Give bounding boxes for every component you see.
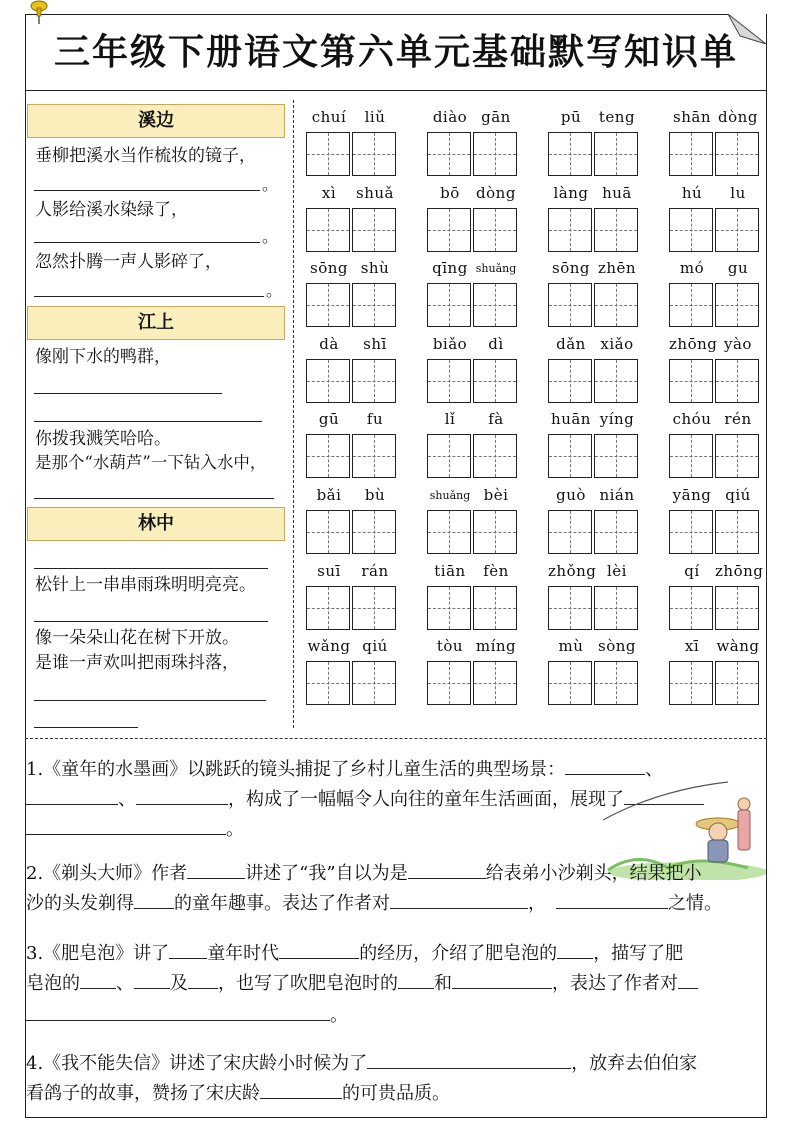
pinyin-label bbox=[669, 184, 761, 206]
pinyin-syllable: yào bbox=[724, 335, 752, 353]
tianzige-box[interactable] bbox=[473, 359, 517, 403]
question-text: ，描写了肥 bbox=[593, 943, 684, 964]
pinyin-label bbox=[669, 259, 761, 281]
question-text: 和 bbox=[434, 973, 452, 994]
pinyin-label bbox=[548, 637, 640, 659]
pinyin-syllable: rén bbox=[724, 410, 752, 428]
pinyin-syllable: fu bbox=[366, 410, 384, 428]
tianzige-box[interactable] bbox=[427, 283, 471, 327]
question-text: 的经历，介绍了肥皂泡的 bbox=[359, 943, 558, 964]
answer-blank[interactable] bbox=[556, 890, 668, 909]
pinyin-syllable: yíng bbox=[599, 410, 635, 428]
question-text: 给表弟小沙剃头，结果把小 bbox=[485, 863, 702, 884]
question-text: 。 bbox=[330, 1005, 348, 1026]
poem-line: 垂柳把溪水当作梳妆的镜子， bbox=[35, 146, 256, 166]
pinyin-label bbox=[548, 184, 640, 206]
column-divider bbox=[293, 100, 294, 728]
answer-blank[interactable] bbox=[26, 1002, 330, 1021]
title-rule bbox=[25, 90, 767, 91]
tianzige-box[interactable] bbox=[473, 283, 517, 327]
pinyin-syllable: bù bbox=[364, 486, 386, 504]
pinyin-syllable: chóu bbox=[672, 410, 712, 428]
answer-blank[interactable] bbox=[34, 393, 222, 394]
pinyin-label bbox=[306, 410, 398, 432]
pinyin-syllable: suī bbox=[317, 562, 341, 580]
section-header-xibian: 溪边 bbox=[27, 104, 285, 138]
pinyin-syllable: tòu bbox=[436, 637, 464, 655]
tianzige-box[interactable] bbox=[473, 434, 517, 478]
pinyin-syllable: wàng bbox=[716, 637, 760, 655]
answer-blank[interactable] bbox=[134, 970, 170, 989]
pinyin-syllable: qīng bbox=[432, 259, 468, 277]
pinyin-label bbox=[669, 335, 761, 357]
pinyin-label bbox=[427, 410, 519, 432]
tianzige-box[interactable] bbox=[669, 661, 713, 705]
tianzige-box[interactable] bbox=[594, 208, 638, 252]
tianzige-box[interactable] bbox=[594, 661, 638, 705]
pinyin-syllable: mó bbox=[679, 259, 705, 277]
question-text: 、 bbox=[116, 973, 134, 994]
tianzige-box[interactable] bbox=[352, 132, 396, 176]
poem-line: 像刚下水的鸭群， bbox=[35, 347, 171, 367]
pinyin-syllable: teng bbox=[598, 108, 636, 126]
tianzige-box[interactable] bbox=[352, 661, 396, 705]
tianzige-box[interactable] bbox=[352, 283, 396, 327]
answer-blank[interactable] bbox=[279, 940, 359, 959]
pinyin-syllable: yāng bbox=[672, 486, 712, 504]
pinyin-syllable: sōng bbox=[310, 259, 348, 277]
pinyin-syllable: lǐ bbox=[444, 410, 456, 428]
pinyin-syllable: guò bbox=[556, 486, 586, 504]
question-3-line-2 bbox=[26, 970, 698, 996]
pinyin-syllable: tiān bbox=[434, 562, 466, 580]
tianzige-box[interactable] bbox=[715, 208, 759, 252]
tianzige-box[interactable] bbox=[548, 208, 592, 252]
tianzige-box[interactable] bbox=[715, 434, 759, 478]
tianzige-box[interactable] bbox=[669, 586, 713, 630]
tianzige-box[interactable] bbox=[306, 359, 350, 403]
pinyin-syllable: pū bbox=[560, 108, 582, 126]
pinyin-syllable: qiú bbox=[362, 637, 388, 655]
question-text: ，放弃去伯伯家 bbox=[571, 1053, 698, 1074]
page-title: 三年级下册语文第六单元基础默写知识单 bbox=[53, 32, 738, 73]
pinyin-label bbox=[427, 486, 519, 508]
question-text: 及 bbox=[170, 973, 188, 994]
pinyin-label bbox=[669, 486, 761, 508]
pinyin-syllable: lèi bbox=[607, 562, 627, 580]
pinyin-syllable: shī bbox=[363, 335, 387, 353]
pinyin-label bbox=[427, 108, 519, 130]
tianzige-box[interactable] bbox=[715, 661, 759, 705]
pinyin-syllable: fèn bbox=[483, 562, 509, 580]
question-4-line-2 bbox=[26, 1080, 450, 1106]
pinyin-syllable: zhōng bbox=[669, 335, 718, 353]
tianzige-box[interactable] bbox=[473, 510, 517, 554]
pinyin-syllable: qí bbox=[684, 562, 700, 580]
pinyin-label bbox=[548, 562, 640, 584]
tianzige-box[interactable] bbox=[594, 510, 638, 554]
poem-line: 人影给溪水染绿了， bbox=[35, 200, 188, 220]
pinyin-syllable: diào bbox=[432, 108, 468, 126]
tianzige-box[interactable] bbox=[548, 359, 592, 403]
tianzige-box[interactable] bbox=[594, 434, 638, 478]
poem-line: 松针上一串串雨珠明明亮亮。 bbox=[35, 575, 256, 595]
tianzige-box[interactable] bbox=[306, 132, 350, 176]
pinyin-syllable: biǎo bbox=[432, 335, 468, 353]
poem-line: 你拨我溅笑哈哈。 bbox=[35, 429, 171, 449]
tianzige-box[interactable] bbox=[669, 434, 713, 478]
question-2-line-2 bbox=[26, 890, 722, 916]
question-text: 的童年趣事。表达了作者对 bbox=[174, 893, 390, 914]
tianzige-box[interactable] bbox=[306, 510, 350, 554]
tianzige-box[interactable] bbox=[548, 510, 592, 554]
question-text: ， bbox=[528, 893, 546, 914]
question-text: 2.《剃头大师》作者 bbox=[26, 863, 188, 884]
pinyin-syllable: sōng bbox=[552, 259, 590, 277]
section-header-jiangshang: 江上 bbox=[27, 306, 285, 340]
tianzige-box[interactable] bbox=[352, 434, 396, 478]
tianzige-box[interactable] bbox=[669, 132, 713, 176]
answer-blank[interactable] bbox=[34, 621, 268, 622]
tianzige-box[interactable] bbox=[473, 586, 517, 630]
answer-blank[interactable] bbox=[34, 568, 268, 569]
question-text: 。 bbox=[226, 819, 244, 840]
answer-blank[interactable] bbox=[557, 940, 593, 959]
pinyin-syllable: chuí bbox=[311, 108, 347, 126]
pinyin-syllable: hú bbox=[681, 184, 703, 202]
question-text: 讲述了“我”自以为是 bbox=[245, 863, 408, 884]
pinyin-syllable: shuǎng bbox=[429, 489, 471, 502]
answer-blank[interactable] bbox=[169, 940, 207, 959]
tianzige-box[interactable] bbox=[427, 661, 471, 705]
tianzige-box[interactable] bbox=[427, 434, 471, 478]
tianzige-box[interactable] bbox=[352, 208, 396, 252]
pinyin-label bbox=[306, 259, 398, 281]
pinyin-syllable: wǎng bbox=[307, 637, 351, 655]
answer-blank[interactable] bbox=[34, 727, 138, 728]
pinyin-syllable: fà bbox=[488, 410, 504, 428]
pinyin-syllable: lu bbox=[730, 184, 746, 202]
answer-blank[interactable] bbox=[398, 970, 434, 989]
tianzige-box[interactable] bbox=[306, 661, 350, 705]
pinyin-syllable: dòng bbox=[718, 108, 758, 126]
tianzige-box[interactable] bbox=[548, 283, 592, 327]
pinyin-syllable: shù bbox=[360, 259, 390, 277]
period-mark: 。 bbox=[262, 227, 279, 246]
section-header-linzhong: 林中 bbox=[27, 507, 285, 541]
answer-blank[interactable] bbox=[136, 786, 228, 805]
pinyin-syllable: bō bbox=[440, 184, 460, 202]
tianzige-box[interactable] bbox=[473, 661, 517, 705]
tianzige-box[interactable] bbox=[427, 208, 471, 252]
question-text: 皂泡的 bbox=[26, 973, 80, 994]
answer-blank[interactable] bbox=[408, 860, 486, 879]
question-3-line-1 bbox=[26, 940, 683, 966]
tianzige-box[interactable] bbox=[594, 132, 638, 176]
question-text: ，构成了一幅幅令人向往的童年生活画面，展现了 bbox=[228, 789, 624, 810]
tianzige-box[interactable] bbox=[715, 510, 759, 554]
tianzige-box[interactable] bbox=[594, 283, 638, 327]
tianzige-box[interactable] bbox=[306, 586, 350, 630]
pinyin-label bbox=[306, 562, 398, 584]
pinyin-syllable: liǔ bbox=[364, 108, 386, 126]
pinyin-syllable: xì bbox=[321, 184, 337, 202]
pinyin-label bbox=[306, 335, 398, 357]
tianzige-box[interactable] bbox=[352, 510, 396, 554]
pinyin-syllable: xiǎo bbox=[600, 335, 634, 353]
pinyin-syllable: rán bbox=[361, 562, 389, 580]
pinyin-label bbox=[548, 486, 640, 508]
question-4-line-1 bbox=[26, 1050, 697, 1076]
answer-blank[interactable] bbox=[134, 890, 174, 909]
pinyin-label bbox=[669, 562, 764, 584]
pinyin-syllable: gū bbox=[318, 410, 340, 428]
pinyin-syllable: dì bbox=[488, 335, 504, 353]
pinyin-syllable: huān bbox=[551, 410, 591, 428]
tianzige-box[interactable] bbox=[427, 510, 471, 554]
tianzige-box[interactable] bbox=[427, 586, 471, 630]
poem-line: 是谁一声欢叫把雨珠抖落， bbox=[35, 653, 239, 673]
section-divider bbox=[25, 738, 767, 739]
tianzige-box[interactable] bbox=[715, 586, 759, 630]
pinyin-syllable: bèi bbox=[483, 486, 509, 504]
tianzige-box[interactable] bbox=[352, 586, 396, 630]
pinyin-syllable: sòng bbox=[598, 637, 636, 655]
tianzige-box[interactable] bbox=[669, 359, 713, 403]
answer-blank[interactable] bbox=[678, 970, 698, 989]
pinyin-syllable: gu bbox=[727, 259, 749, 277]
question-text: 的可贵品质。 bbox=[342, 1083, 450, 1104]
tianzige-box[interactable] bbox=[548, 434, 592, 478]
answer-blank[interactable] bbox=[34, 700, 266, 701]
tianzige-box[interactable] bbox=[427, 359, 471, 403]
poem-line: 忽然扑腾一声人影碎了， bbox=[35, 252, 222, 272]
pinyin-syllable: shān bbox=[673, 108, 711, 126]
pinyin-syllable: qiú bbox=[725, 486, 751, 504]
pinyin-label bbox=[427, 637, 519, 659]
answer-blank[interactable] bbox=[367, 1050, 571, 1069]
pinyin-syllable: zhǒng bbox=[548, 562, 597, 580]
pinyin-label bbox=[548, 259, 640, 281]
pinyin-label bbox=[669, 108, 761, 130]
question-text: 4.《我不能失信》讲述了宋庆龄小时候为了 bbox=[26, 1053, 368, 1074]
pinyin-syllable: míng bbox=[475, 637, 517, 655]
pinyin-syllable: dà bbox=[319, 335, 339, 353]
question-text: 之情。 bbox=[668, 893, 722, 914]
tianzige-box[interactable] bbox=[715, 283, 759, 327]
tianzige-box[interactable] bbox=[548, 661, 592, 705]
tianzige-box[interactable] bbox=[306, 434, 350, 478]
tianzige-box[interactable] bbox=[715, 132, 759, 176]
pinyin-label bbox=[548, 335, 640, 357]
pinyin-syllable: nián bbox=[599, 486, 635, 504]
pinyin-syllable: làng bbox=[553, 184, 589, 202]
answer-blank[interactable] bbox=[80, 970, 116, 989]
pinyin-syllable: xī bbox=[684, 637, 700, 655]
pinyin-label bbox=[306, 486, 398, 508]
tianzige-box[interactable] bbox=[306, 283, 350, 327]
question-text: 、 bbox=[118, 789, 136, 810]
pinyin-syllable: zhēn bbox=[597, 259, 637, 277]
answer-blank[interactable] bbox=[187, 860, 245, 879]
tianzige-box[interactable] bbox=[548, 586, 592, 630]
tianzige-box[interactable] bbox=[715, 359, 759, 403]
pushpin-icon bbox=[25, 0, 55, 26]
question-text: 、 bbox=[645, 759, 664, 780]
pinyin-label bbox=[306, 108, 398, 130]
answer-blank[interactable] bbox=[34, 242, 260, 243]
poem-line: 是那个“水葫芦”一下钻入水中， bbox=[35, 453, 267, 472]
tianzige-box[interactable] bbox=[669, 510, 713, 554]
answer-blank[interactable] bbox=[452, 970, 552, 989]
answer-blank[interactable] bbox=[34, 421, 262, 422]
question-1-line-3 bbox=[26, 816, 244, 842]
answer-blank[interactable] bbox=[34, 498, 274, 499]
answer-blank[interactable] bbox=[26, 786, 118, 805]
period-mark: 。 bbox=[262, 175, 279, 194]
question-text: ，也写了吹肥皂泡时的 bbox=[218, 973, 398, 994]
poem-line: 像一朵朵山花在树下开放。 bbox=[35, 628, 239, 648]
tianzige-box[interactable] bbox=[306, 208, 350, 252]
pinyin-syllable: dǎn bbox=[556, 335, 586, 353]
question-1-line-1 bbox=[26, 756, 663, 782]
question-text: 1.《童年的水墨画》以跳跃的镜头捕捉了乡村儿童生活的典型场景： bbox=[26, 759, 566, 780]
pinyin-syllable: gān bbox=[481, 108, 511, 126]
pinyin-syllable: bǎi bbox=[316, 486, 342, 504]
tianzige-box[interactable] bbox=[669, 283, 713, 327]
answer-blank[interactable] bbox=[565, 756, 645, 775]
question-text: 沙的头发剃得 bbox=[26, 893, 134, 914]
answer-blank[interactable] bbox=[188, 970, 218, 989]
pinyin-label bbox=[669, 410, 761, 432]
pinyin-label bbox=[427, 259, 519, 281]
tianzige-box[interactable] bbox=[427, 132, 471, 176]
pinyin-label bbox=[427, 562, 519, 584]
answer-blank[interactable] bbox=[34, 190, 260, 191]
pinyin-syllable: shuǎ bbox=[356, 184, 394, 202]
question-text: 看鸽子的故事，赞扬了宋庆龄 bbox=[26, 1083, 260, 1104]
pinyin-syllable: dòng bbox=[476, 184, 516, 202]
tianzige-box[interactable] bbox=[594, 586, 638, 630]
period-mark: 。 bbox=[266, 281, 283, 300]
pinyin-syllable: shuǎng bbox=[475, 262, 517, 275]
pinyin-label bbox=[306, 184, 398, 206]
pinyin-label bbox=[548, 410, 640, 432]
tianzige-box[interactable] bbox=[669, 208, 713, 252]
pinyin-syllable: zhōng bbox=[715, 562, 764, 580]
pinyin-label bbox=[306, 637, 398, 659]
tianzige-box[interactable] bbox=[473, 208, 517, 252]
tianzige-box[interactable] bbox=[473, 132, 517, 176]
answer-blank[interactable] bbox=[390, 890, 528, 909]
question-2-line-1 bbox=[26, 860, 702, 886]
pinyin-syllable: mù bbox=[558, 637, 584, 655]
pinyin-label bbox=[427, 335, 519, 357]
pinyin-syllable: huā bbox=[602, 184, 632, 202]
answer-blank[interactable] bbox=[34, 296, 264, 297]
question-text: 童年时代 bbox=[207, 943, 280, 964]
tianzige-box[interactable] bbox=[352, 359, 396, 403]
answer-blank[interactable] bbox=[260, 1080, 342, 1099]
question-text: ，表达了作者对 bbox=[552, 973, 678, 994]
question-text: 3.《肥皂泡》讲了 bbox=[26, 943, 170, 964]
tianzige-box[interactable] bbox=[594, 359, 638, 403]
pinyin-label bbox=[548, 108, 640, 130]
pinyin-label bbox=[427, 184, 519, 206]
question-3-line-3 bbox=[26, 1002, 348, 1028]
pinyin-label bbox=[669, 637, 761, 659]
tianzige-box[interactable] bbox=[548, 132, 592, 176]
answer-blank[interactable] bbox=[26, 816, 226, 835]
